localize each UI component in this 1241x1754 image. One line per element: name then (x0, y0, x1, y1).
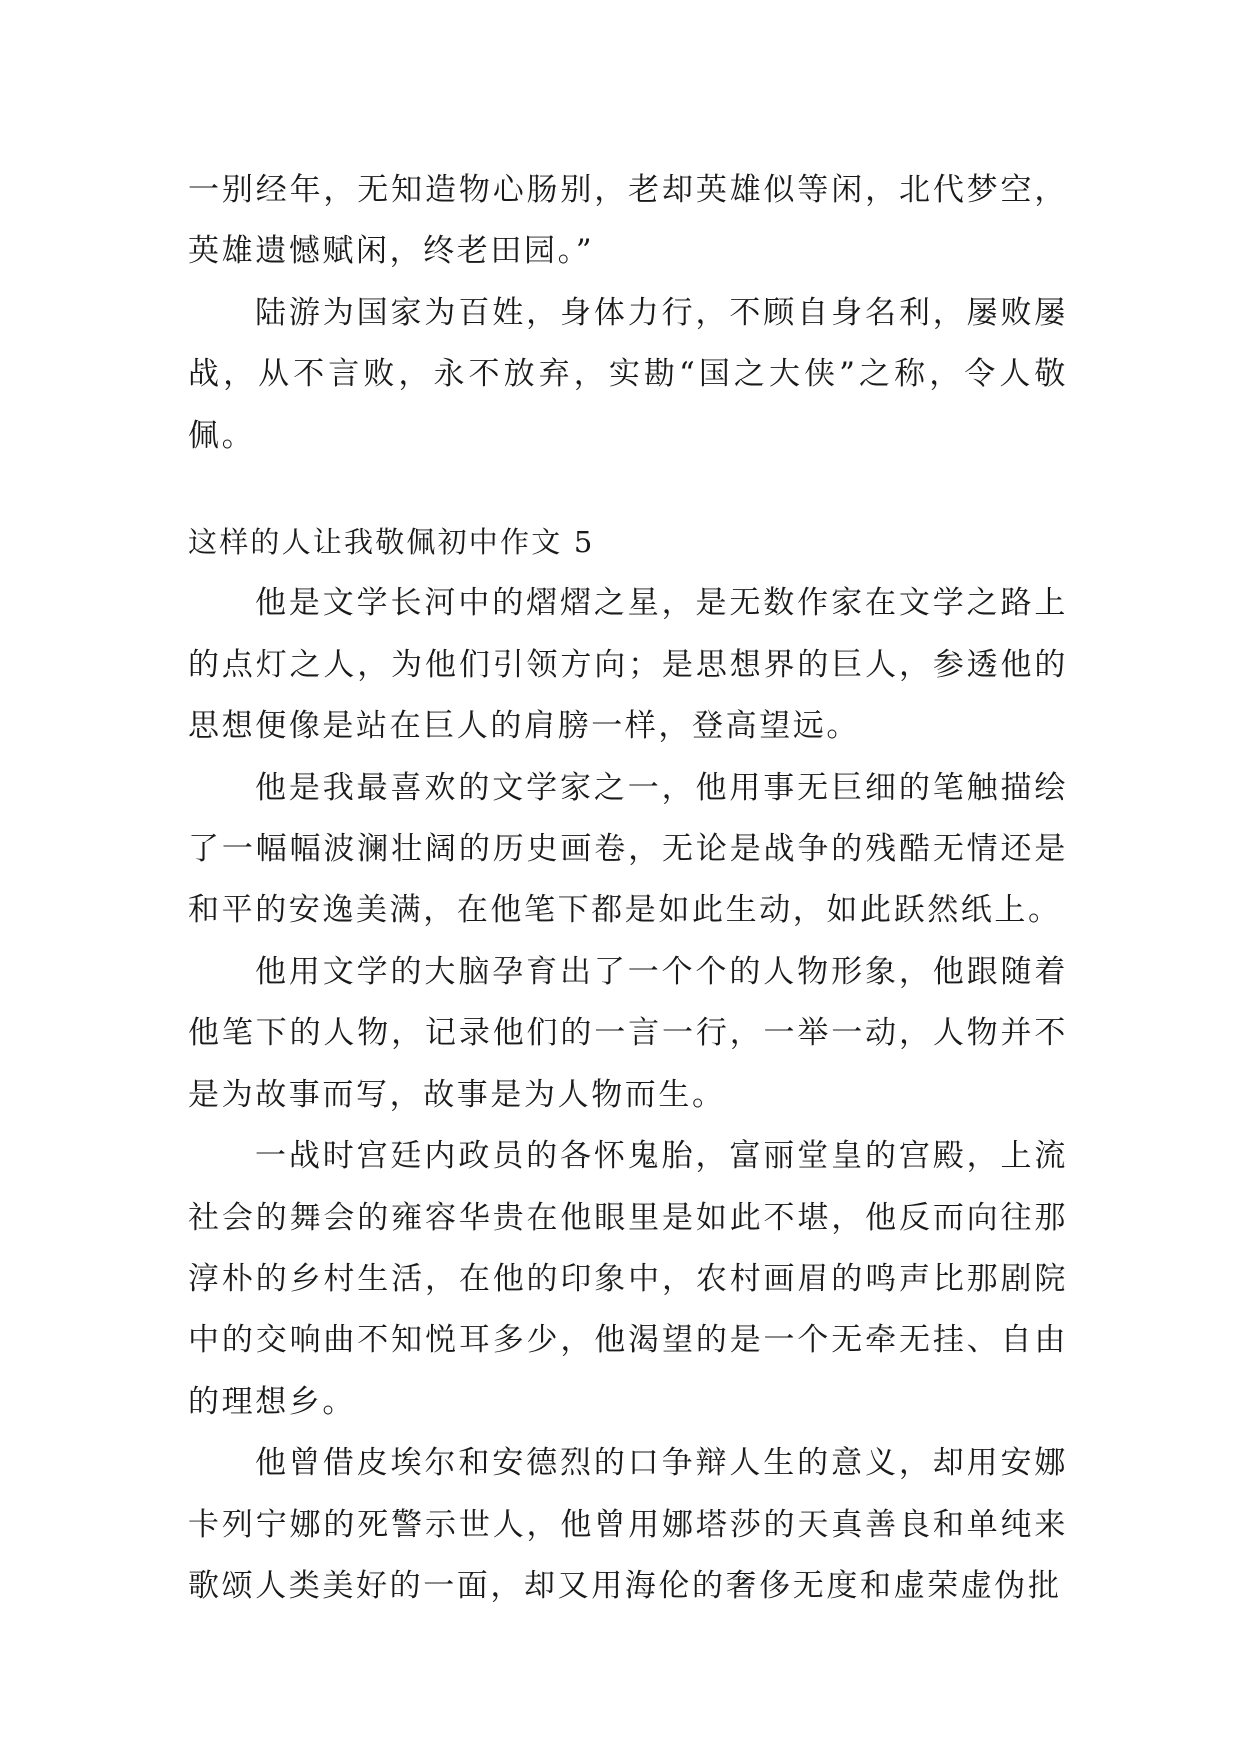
paragraph-5: 他曾借皮埃尔和安德烈的口争辩人生的意义，却用安娜卡列宁娜的死警示世人，他曾用娜塔莎的天真善良和单纯来歌颂人类美好的一面，却又用海伦的奢侈无度和虚荣虚伪批 (188, 1445, 1068, 1604)
document-body (188, 160, 1068, 1617)
paragraph-lu-you: 陆游为国家为百姓，身体力行，不顾自身名利，屡败屡战，从不言败，永不放弃，实勘“国之大侠”之称，令人敬佩。 (188, 294, 1068, 454)
paragraph-4: 一战时宫廷内政员的各怀鬼胎，富丽堂皇的宫殿，上流社会的舞会的雍容华贵在他眼里是如此不堪，他反而向往那淳朴的乡村生活，在他的印象中，农村画眉的鸣声比那剧院中的交响曲不知悦耳多少，他渴望的是一个无牵无挂、自由的理想乡。 (188, 1138, 1068, 1420)
paragraph-1: 他是文学长河中的熠熠之星，是无数作家在文学之路上的点灯之人，为他们引领方向；是思想界的巨人，参透他的思想便像是站在巨人的肩膀一样，登高望远。 (188, 585, 1068, 745)
section-gap (188, 467, 1068, 512)
paragraph-3: 他用文学的大脑孕育出了一个个的人物形象，他跟随着他笔下的人物，记录他们的一言一行，一举一动，人物并不是为故事而写，故事是为人物而生。 (188, 953, 1068, 1113)
paragraph-continued: 一别经年，无知造物心肠别，老却英雄似等闲，北代梦空，英雄遗憾赋闲，终老田园。” (188, 172, 1068, 270)
section-title: 这样的人让我敬佩初中作文 5 (188, 525, 595, 560)
paragraph-2: 他是我最喜欢的文学家之一，他用事无巨细的笔触描绘了一幅幅波澜壮阔的历史画卷，无论是战争的残酷无情还是和平的安逸美满，在他笔下都是如此生动，如此跃然纸上。 (188, 769, 1068, 929)
